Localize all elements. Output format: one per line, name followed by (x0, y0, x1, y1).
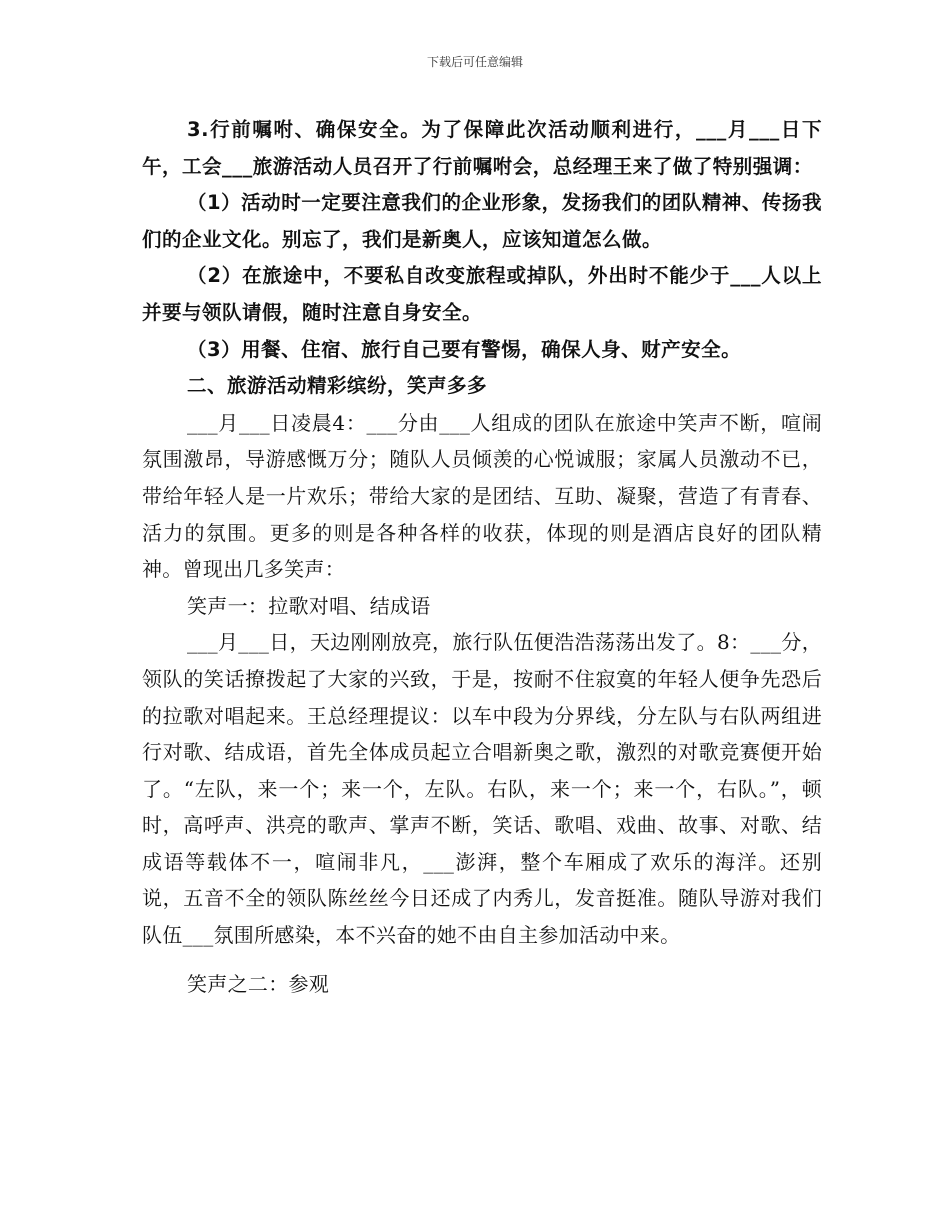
subheading-laughter-one: 笑声一：拉歌对唱、结成语 (187, 593, 431, 618)
subheading-laughter-two: 笑声之二：参观 (187, 971, 330, 996)
section-heading: 二、旅游活动精彩缤纷，笑声多多 (187, 374, 488, 398)
paragraph-rule-2: （2）在旅途中，不要私自改变旅程或掉队，外出时不能少于___人以上并要与领队请假，随时注意自身安全。 (142, 264, 822, 324)
paragraph-overview: ___月___日凌晨4：___分由___人组成的团队在旅途中笑声不断，喧闹氛围激昂，导游感慨万分；随队人员倾羡的心悦诚服；家属人员激动不已，带给年轻人是一片欢乐；带给大家的是团结、互助、凝聚，营造了有青春、活力的氛围。更多的则是各种各样的收获，体现的则是酒店良好的团队精神。曾现出几多笑声： (142, 410, 822, 582)
paragraph-rule-1: （1）活动时一定要注意我们的企业形象，发扬我们的团队精神、传扬我们的企业文化。别忘了，我们是新奥人，应该知道怎么做。 (142, 191, 822, 251)
paragraph-gap (142, 954, 822, 966)
paragraph-rule-3: （3）用餐、住宿、旅行自己要有警惕，确保人身、财产安全。 (187, 337, 742, 361)
paragraph-singing-contest: ___月___日，天边刚刚放亮，旅行队伍便浩浩荡荡出发了。8：___分，领队的笑话撩拨起了大家的兴致，于是，按耐不住寂寞的年轻人便争先恐后的拉歌对唱起来。王总经理提议：以车中段为分界线，分左队与右队两组进行对歌、结成语，首先全体成员起立合唱新奥之歌，激烈的对歌竞赛便开始了。“左队，来一个；来一个，左队。右队，来一个；来一个，右队。”，顿时，高呼声、洪亮的歌声、掌声不断，笑话、歌唱、戏曲、故事、对歌、结成语等载体不一，喧闹非凡，___澎湃，整个车厢成了欢乐的海洋。还别说，五音不全的领队陈丝丝今日还成了内秀儿，发音挺准。随队导游对我们队伍___氛围所感染，本不兴奋的她不由自主参加活动中来。 (142, 630, 822, 948)
page-header: 下载后可任意编辑 (426, 55, 523, 69)
document-body (142, 112, 822, 1002)
paragraph-safety-briefing: 3.行前嘱咐、确保安全。为了保障此次活动顺利进行，___月___日下午，工会___旅游活动人员召开了行前嘱咐会，总经理王来了做了特别强调： (142, 118, 822, 178)
